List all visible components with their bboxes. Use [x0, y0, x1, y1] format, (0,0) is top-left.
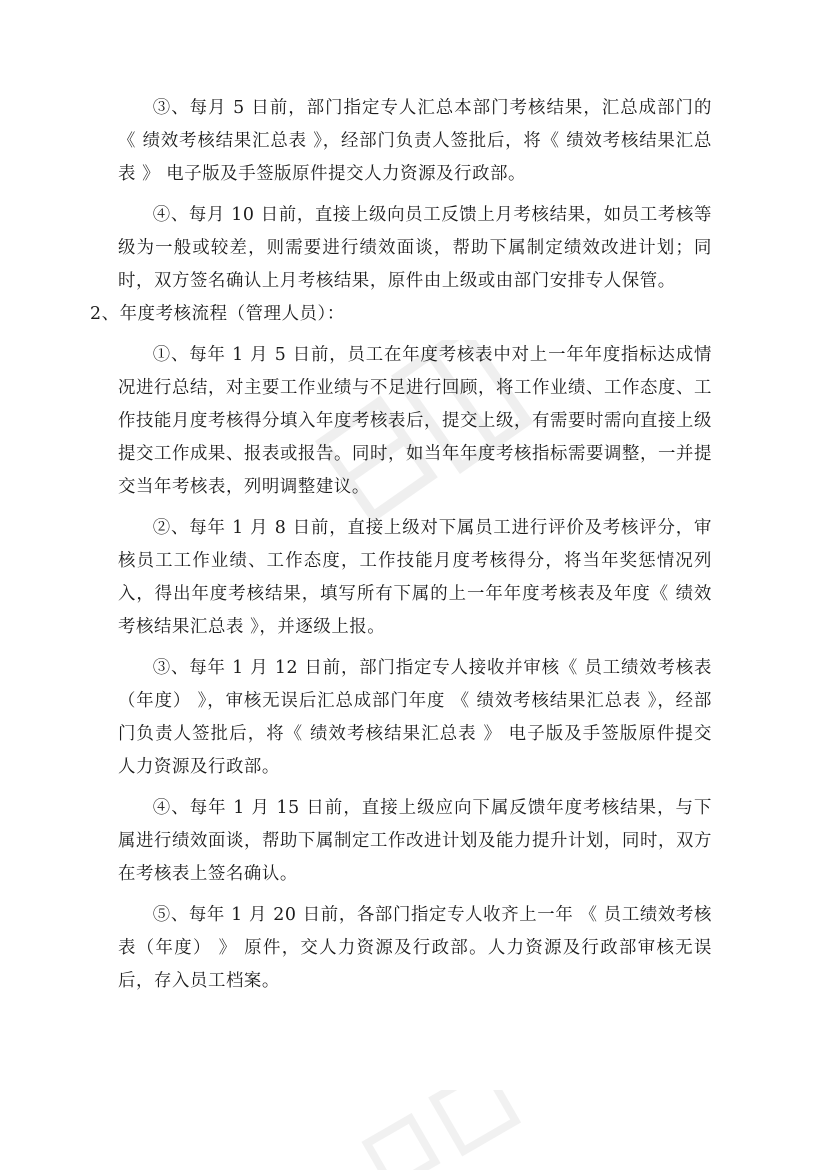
paragraph-annual-step-3: ③、每年 1 月 12 日前，部门指定专人接收并审核《 员工绩效考核表（年度） 》，审核无误后汇总成部门年度 《 绩效考核结果汇总表 》，经部门负责人签批后，将《 绩效考核结果汇总表 》 电子版及手签版原件提交人力资源及行政部。: [118, 658, 712, 777]
paragraph-annual-step-2: ②、每年 1 月 8 日前，直接上级对下属员工进行评价及考核评分，审核员工工作业绩、工作态度，工作技能月度考核得分，将当年奖惩情况列入，得出年度考核结果，填写所有下属的上一年年度考核表及年度《 绩效考核结果汇总表 》，并逐级上报。: [118, 518, 712, 637]
watermark-logo-bottom: [340, 1090, 540, 1170]
paragraph-monthly-step-3: ③、每月 5 日前，部门指定专人汇总本部门考核结果，汇总成部门的《 绩效考核结果汇总表 》，经部门负责人签批后，将《 绩效考核结果汇总表 》 电子版及手签版原件提交人力资源及行政部。: [118, 98, 712, 184]
paragraph-annual-step-4: ④、每年 1 月 15 日前，直接上级应向下属反馈年度考核结果，与下属进行绩效面谈，帮助下属制定工作改进计划及能力提升计划，同时，双方在考核表上签名确认。: [118, 798, 712, 884]
paragraph-annual-step-5: ⑤、每年 1 月 20 日前，各部门指定专人收齐上一年 《 员工绩效考核表（年度） 》 原件，交人力资源及行政部。人力资源及行政部审核无误后，存入员工档案。: [118, 905, 712, 991]
paragraph-monthly-step-4: ④、每月 10 日前，直接上级向员工反馈上月考核结果，如员工考核等级为一般或较差，则需要进行绩效面谈，帮助下属制定绩效改进计划；同时，双方签名确认上月考核结果，原件由上级或由部门安排专人保管。: [118, 205, 712, 291]
section-heading-annual-process: 2、年度考核流程（管理人员）：: [90, 304, 345, 324]
paragraph-annual-step-1: ①、每年 1 月 5 日前，员工在年度考核表中对上一年年度指标达成情况进行总结，对主要工作业绩与不足进行回顾，将工作业绩、工作态度、工作技能月度考核得分填入年度考核表后，提交上级，有需要时需向直接上级提交工作成果、报表或报告。同时，如当年年度考核指标需要调整，一并提交当年考核表，列明调整建议。: [118, 345, 712, 497]
